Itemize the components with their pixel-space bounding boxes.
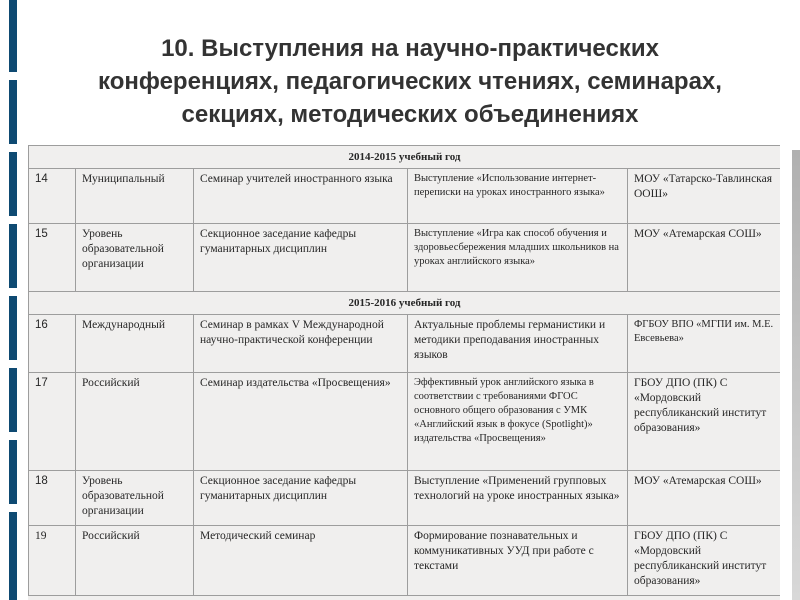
table-row <box>29 373 781 471</box>
row-number: 16 <box>29 315 76 373</box>
row-number: 19 <box>29 526 76 596</box>
stripe <box>9 152 17 216</box>
stripe <box>9 296 17 360</box>
stripe <box>9 440 17 504</box>
stripe <box>9 80 17 144</box>
scroll-shadow-bar <box>792 150 800 600</box>
organization-cell: МОУ «Атемарская СОШ» <box>628 471 781 526</box>
year-header-row <box>29 146 781 169</box>
stripe <box>9 0 17 72</box>
event-cell: Семинар учителей иностранного языка <box>194 169 408 224</box>
topic-cell: Актуальные проблемы германистики и методики преподавания иностранных языков <box>408 315 628 373</box>
table-row <box>29 315 781 373</box>
level-cell: Российский <box>76 373 194 471</box>
row-number: 15 <box>29 224 76 292</box>
table-row <box>29 224 781 292</box>
year-header: 2015-2016 учебный год <box>29 292 781 315</box>
activities-table <box>28 145 780 596</box>
event-cell: Методический семинар <box>194 526 408 596</box>
row-number: 18 <box>29 471 76 526</box>
topic-cell: Выступление «Использование интернет-переписки на уроках иностранного языка» <box>408 169 628 224</box>
year-header-row <box>29 292 781 315</box>
decorative-stripes <box>0 0 20 600</box>
table-row <box>29 169 781 224</box>
level-cell: Уровень образовательной организации <box>76 471 194 526</box>
event-cell: Секционное заседание кафедры гуманитарных дисциплин <box>194 224 408 292</box>
event-cell: Секционное заседание кафедры гуманитарных дисциплин <box>194 471 408 526</box>
organization-cell: ГБОУ ДПО (ПК) С «Мордовский республиканский институт образования» <box>628 373 781 471</box>
slide-title: 10. Выступления на научно-практических конференциях, педагогических чтениях, семинарах, секциях, методических объединениях <box>98 35 722 128</box>
organization-cell: МОУ «Татарско-Тавлинская ООШ» <box>628 169 781 224</box>
activities-table-container <box>28 145 780 600</box>
table-row <box>29 471 781 526</box>
event-cell: Семинар издательства «Просвещения» <box>194 373 408 471</box>
row-number: 14 <box>29 169 76 224</box>
level-cell: Муниципальный <box>76 169 194 224</box>
stripe <box>9 368 17 432</box>
organization-cell: ФГБОУ ВПО «МГПИ им. М.Е. Евсевьева» <box>628 315 781 373</box>
stripe <box>9 224 17 288</box>
level-cell: Российский <box>76 526 194 596</box>
topic-cell: Выступление «Игра как способ обучения и здоровьесбережения младших школьников на уроках английского языка» <box>408 224 628 292</box>
organization-cell: МОУ «Атемарская СОШ» <box>628 224 781 292</box>
stripe <box>9 512 17 600</box>
row-number: 17 <box>29 373 76 471</box>
level-cell: Международный <box>76 315 194 373</box>
topic-cell: Эффективный урок английского языка в соответствии с требованиями ФГОС основного общего образования с УМК «Английский язык в фокусе (Spotlight)» издательства «Просвещения» <box>408 373 628 471</box>
topic-cell: Формирование познавательных и коммуникативных УУД при работе с текстами <box>408 526 628 596</box>
topic-cell: Выступление «Применений групповых технологий на уроке иностранных языка» <box>408 471 628 526</box>
year-header: 2014-2015 учебный год <box>29 146 781 169</box>
level-cell: Уровень образовательной организации <box>76 224 194 292</box>
organization-cell: ГБОУ ДПО (ПК) С «Мордовский республиканский институт образования» <box>628 526 781 596</box>
table-row <box>29 526 781 596</box>
event-cell: Семинар в рамках V Международной научно-практической конференции <box>194 315 408 373</box>
